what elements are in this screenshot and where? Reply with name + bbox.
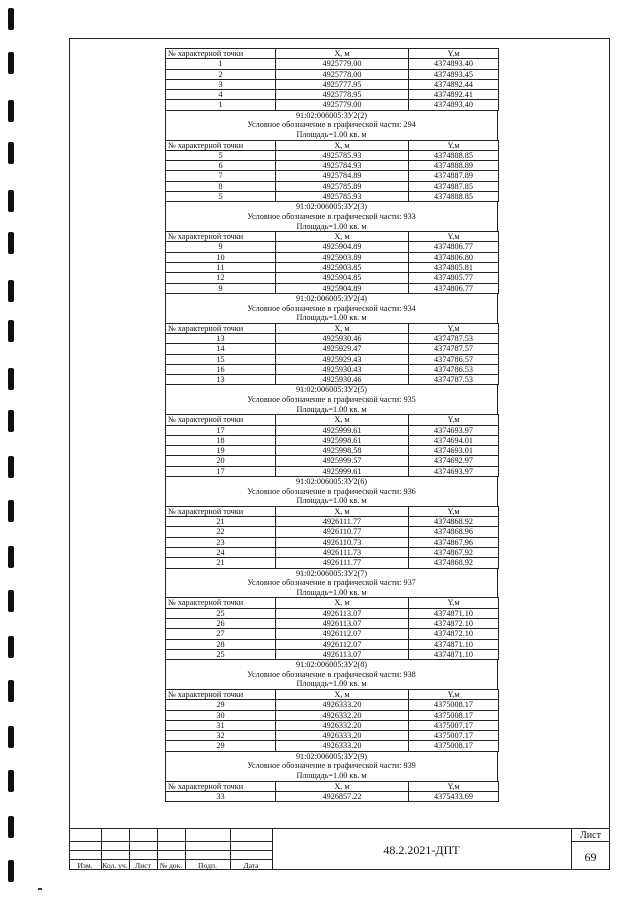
- point-number: 3: [166, 79, 276, 89]
- y-coordinate: 4374806.77: [409, 242, 499, 252]
- header-y: Y,м: [409, 323, 499, 333]
- coordinates-table: [165, 414, 499, 477]
- binding-mark: [8, 142, 14, 164]
- land-plot-section: [165, 385, 498, 477]
- first-coordinates-table: [165, 48, 498, 111]
- table-row: [166, 435, 499, 445]
- plot-cadastral-id: 91:02:006005:ЗУ2(2): [165, 111, 498, 121]
- header-x: X, м: [276, 415, 409, 425]
- land-plot-section: [165, 111, 498, 203]
- header-x: X, м: [276, 781, 409, 791]
- point-number: 33: [166, 791, 276, 801]
- table-row: [166, 425, 499, 435]
- x-coordinate: 4926112.07: [276, 639, 409, 649]
- land-plot-section: [165, 294, 498, 386]
- x-coordinate: 4926113.07: [276, 608, 409, 618]
- y-coordinate: 4374871.10: [409, 608, 499, 618]
- table-row: [166, 242, 499, 252]
- coordinates-table: [165, 48, 499, 111]
- x-coordinate: 4925779.00: [276, 100, 409, 110]
- table-header-row: [166, 323, 499, 333]
- header-y: Y,м: [409, 140, 499, 150]
- point-number: 25: [166, 649, 276, 659]
- table-row: [166, 69, 499, 79]
- header-y: Y,м: [409, 415, 499, 425]
- y-coordinate: 4374692.97: [409, 456, 499, 466]
- table-row: [166, 791, 499, 801]
- y-coordinate: 4375008.17: [409, 710, 499, 720]
- table-row: [166, 618, 499, 628]
- table-row: [166, 171, 499, 181]
- x-coordinate: 4925785.93: [276, 150, 409, 160]
- y-coordinate: 4374893.40: [409, 59, 499, 69]
- y-coordinate: 4374888.89: [409, 161, 499, 171]
- table-header-row: [166, 689, 499, 699]
- y-coordinate: 4374694.01: [409, 435, 499, 445]
- document-code: 48.2.2021-ДПТ: [383, 843, 460, 857]
- header-point: № характерной точки: [166, 689, 276, 699]
- table-row: [166, 700, 499, 710]
- binding-mark: [8, 100, 14, 122]
- table-row: [166, 710, 499, 720]
- land-plot-sections: [165, 111, 498, 802]
- point-number: 5: [166, 192, 276, 202]
- plot-cadastral-id: 91:02:006005:ЗУ2(6): [165, 477, 498, 487]
- table-row: [166, 720, 499, 730]
- point-number: 6: [166, 161, 276, 171]
- table-row: [166, 456, 499, 466]
- y-coordinate: 4374786.57: [409, 354, 499, 364]
- point-number: 7: [166, 171, 276, 181]
- y-coordinate: 4375007.17: [409, 720, 499, 730]
- y-coordinate: 4374805.81: [409, 263, 499, 273]
- point-number: 9: [166, 283, 276, 293]
- table-row: [166, 181, 499, 191]
- plot-area: Площадь=1.00 кв. м: [165, 405, 498, 415]
- point-number: 21: [166, 558, 276, 568]
- point-number: 32: [166, 731, 276, 741]
- coordinates-table: [165, 597, 499, 660]
- x-coordinate: 4925903.89: [276, 252, 409, 262]
- point-number: 15: [166, 354, 276, 364]
- table-row: [166, 731, 499, 741]
- y-coordinate: 4374868.92: [409, 517, 499, 527]
- x-coordinate: 4925999.57: [276, 456, 409, 466]
- x-coordinate: 4926333.20: [276, 741, 409, 751]
- x-coordinate: 4926110.73: [276, 537, 409, 547]
- land-plot-section: [165, 477, 498, 569]
- table-header-row: [166, 506, 499, 516]
- point-number: 31: [166, 720, 276, 730]
- plot-designation: Условное обозначение в графической части: 937: [165, 578, 498, 588]
- binding-mark: [8, 52, 14, 74]
- x-coordinate: 4925930.43: [276, 364, 409, 374]
- binding-mark: [8, 546, 14, 568]
- header-x: X, м: [276, 49, 409, 59]
- stamp-col-doc: № док.: [159, 861, 183, 870]
- table-row: [166, 446, 499, 456]
- x-coordinate: 4926113.07: [276, 618, 409, 628]
- table-row: [166, 333, 499, 343]
- plot-designation: Условное обозначение в графической части: 933: [165, 212, 498, 222]
- plot-designation: Условное обозначение в графической части: 936: [165, 487, 498, 497]
- table-row: [166, 192, 499, 202]
- point-number: 22: [166, 527, 276, 537]
- x-coordinate: 4926113.07: [276, 649, 409, 659]
- binding-mark: [8, 636, 14, 658]
- header-point: № характерной точки: [166, 781, 276, 791]
- plot-designation: Условное обозначение в графической части: 935: [165, 395, 498, 405]
- stamp-col-sign: Подп.: [198, 861, 217, 870]
- coordinates-table: [165, 781, 499, 803]
- x-coordinate: 4925784.89: [276, 171, 409, 181]
- margin-dash: [38, 888, 42, 890]
- point-number: 9: [166, 242, 276, 252]
- point-number: 12: [166, 273, 276, 283]
- binding-mark: [8, 860, 14, 882]
- stamp-col-date: Дата: [243, 861, 259, 870]
- table-row: [166, 79, 499, 89]
- binding-mark: [8, 8, 14, 30]
- x-coordinate: 4925784.93: [276, 161, 409, 171]
- header-x: X, м: [276, 232, 409, 242]
- x-coordinate: 4925778.00: [276, 69, 409, 79]
- y-coordinate: 4374867.92: [409, 548, 499, 558]
- point-number: 23: [166, 537, 276, 547]
- point-number: 25: [166, 608, 276, 618]
- x-coordinate: 4926110.77: [276, 527, 409, 537]
- y-coordinate: 4374787.53: [409, 375, 499, 385]
- land-plot-section: [165, 752, 498, 802]
- header-y: Y,м: [409, 689, 499, 699]
- x-coordinate: 4926333.20: [276, 700, 409, 710]
- point-number: 30: [166, 710, 276, 720]
- plot-area: Площадь=1.00 кв. м: [165, 130, 498, 140]
- y-coordinate: 4374693.01: [409, 446, 499, 456]
- point-number: 16: [166, 364, 276, 374]
- y-coordinate: 4374868.92: [409, 558, 499, 568]
- binding-mark: [8, 680, 14, 702]
- binding-mark: [8, 726, 14, 748]
- x-coordinate: 4925929.43: [276, 354, 409, 364]
- y-coordinate: 4374806.80: [409, 252, 499, 262]
- plot-cadastral-id: 91:02:006005:ЗУ2(7): [165, 569, 498, 579]
- x-coordinate: 4925778.95: [276, 90, 409, 100]
- x-coordinate: 4925929.47: [276, 344, 409, 354]
- x-coordinate: 4926111.73: [276, 548, 409, 558]
- title-block: [69, 828, 610, 870]
- table-row: [166, 161, 499, 171]
- y-coordinate: 4375433.69: [409, 791, 499, 801]
- table-row: [166, 639, 499, 649]
- point-number: 19: [166, 446, 276, 456]
- header-point: № характерной точки: [166, 415, 276, 425]
- x-coordinate: 4926112.07: [276, 629, 409, 639]
- x-coordinate: 4925999.61: [276, 425, 409, 435]
- table-row: [166, 649, 499, 659]
- land-plot-section: [165, 660, 498, 752]
- point-number: 29: [166, 700, 276, 710]
- point-number: 28: [166, 639, 276, 649]
- table-header-row: [166, 598, 499, 608]
- plot-cadastral-id: 91:02:006005:ЗУ2(5): [165, 385, 498, 395]
- binding-mark: [8, 320, 14, 342]
- table-header-row: [166, 49, 499, 59]
- binding-marks: [0, 0, 30, 905]
- plot-cadastral-id: 91:02:006005:ЗУ2(9): [165, 752, 498, 762]
- plot-area: Площадь=1.00 кв. м: [165, 588, 498, 598]
- table-row: [166, 629, 499, 639]
- header-point: № характерной точки: [166, 506, 276, 516]
- binding-mark: [8, 590, 14, 612]
- coordinates-content: [165, 48, 498, 802]
- y-coordinate: 4374872.10: [409, 629, 499, 639]
- stamp-col-change: Изм.: [77, 861, 93, 870]
- y-coordinate: 4374888.85: [409, 192, 499, 202]
- point-number: 20: [166, 456, 276, 466]
- land-plot-section: [165, 569, 498, 661]
- point-number: 14: [166, 344, 276, 354]
- plot-cadastral-id: 91:02:006005:ЗУ2(4): [165, 294, 498, 304]
- table-row: [166, 354, 499, 364]
- y-coordinate: 4374787.57: [409, 344, 499, 354]
- x-coordinate: 4926332.20: [276, 720, 409, 730]
- table-row: [166, 100, 499, 110]
- header-point: № характерной точки: [166, 140, 276, 150]
- header-point: № характерной точки: [166, 598, 276, 608]
- plot-area: Площадь=1.00 кв. м: [165, 222, 498, 232]
- x-coordinate: 4925903.85: [276, 263, 409, 273]
- table-row: [166, 252, 499, 262]
- header-x: X, м: [276, 140, 409, 150]
- x-coordinate: 4925999.61: [276, 466, 409, 476]
- table-header-row: [166, 781, 499, 791]
- y-coordinate: 4374872.10: [409, 618, 499, 628]
- plot-cadastral-id: 91:02:006005:ЗУ2(3): [165, 202, 498, 212]
- header-x: X, м: [276, 506, 409, 516]
- point-number: 27: [166, 629, 276, 639]
- sheet-label: Лист: [580, 830, 601, 841]
- binding-mark: [8, 190, 14, 212]
- table-row: [166, 344, 499, 354]
- plot-area: Площадь=1.00 кв. м: [165, 679, 498, 689]
- table-row: [166, 517, 499, 527]
- x-coordinate: 4925904.89: [276, 283, 409, 293]
- header-y: Y,м: [409, 49, 499, 59]
- x-coordinate: 4925998.61: [276, 435, 409, 445]
- coordinates-table: [165, 323, 499, 386]
- header-y: Y,м: [409, 781, 499, 791]
- table-row: [166, 150, 499, 160]
- table-row: [166, 90, 499, 100]
- table-row: [166, 608, 499, 618]
- stamp-col-count: Кол. уч.: [102, 861, 128, 870]
- header-x: X, м: [276, 598, 409, 608]
- x-coordinate: 4925785.93: [276, 192, 409, 202]
- point-number: 11: [166, 263, 276, 273]
- point-number: 2: [166, 69, 276, 79]
- coordinates-table: [165, 689, 499, 752]
- x-coordinate: 4925785.89: [276, 181, 409, 191]
- table-row: [166, 375, 499, 385]
- y-coordinate: 4374893.40: [409, 100, 499, 110]
- y-coordinate: 4374786.53: [409, 364, 499, 374]
- x-coordinate: 4926857.22: [276, 791, 409, 801]
- point-number: 17: [166, 466, 276, 476]
- coordinates-table: [165, 140, 499, 203]
- point-number: 13: [166, 375, 276, 385]
- x-coordinate: 4925930.46: [276, 333, 409, 343]
- point-number: 8: [166, 181, 276, 191]
- y-coordinate: 4374892.41: [409, 90, 499, 100]
- header-x: X, м: [276, 689, 409, 699]
- x-coordinate: 4926332.20: [276, 710, 409, 720]
- point-number: 1: [166, 100, 276, 110]
- table-header-row: [166, 415, 499, 425]
- y-coordinate: 4375008.17: [409, 700, 499, 710]
- y-coordinate: 4374693.97: [409, 425, 499, 435]
- y-coordinate: 4374871.10: [409, 649, 499, 659]
- point-number: 13: [166, 333, 276, 343]
- binding-mark: [8, 816, 14, 838]
- sheet-number: 69: [584, 850, 597, 864]
- x-coordinate: 4925930.46: [276, 375, 409, 385]
- header-point: № характерной точки: [166, 323, 276, 333]
- table-row: [166, 537, 499, 547]
- table-row: [166, 741, 499, 751]
- point-number: 4: [166, 90, 276, 100]
- point-number: 1: [166, 59, 276, 69]
- y-coordinate: 4374693.97: [409, 466, 499, 476]
- coordinates-table: [165, 231, 499, 294]
- binding-mark: [8, 456, 14, 478]
- table-row: [166, 548, 499, 558]
- table-row: [166, 59, 499, 69]
- land-plot-section: [165, 202, 498, 294]
- point-number: 17: [166, 425, 276, 435]
- binding-mark: [8, 770, 14, 792]
- plot-designation: Условное обозначение в графической части: 934: [165, 304, 498, 314]
- binding-mark: [8, 232, 14, 254]
- x-coordinate: 4926111.77: [276, 558, 409, 568]
- plot-designation: Условное обозначение в графической части: 294: [165, 120, 498, 130]
- y-coordinate: 4375007.17: [409, 731, 499, 741]
- x-coordinate: 4926111.77: [276, 517, 409, 527]
- header-point: № характерной точки: [166, 49, 276, 59]
- y-coordinate: 4374805.77: [409, 273, 499, 283]
- x-coordinate: 4925779.00: [276, 59, 409, 69]
- point-number: 26: [166, 618, 276, 628]
- binding-mark: [8, 500, 14, 522]
- plot-designation: Условное обозначение в графической части: 938: [165, 670, 498, 680]
- point-number: 24: [166, 548, 276, 558]
- y-coordinate: 4374887.89: [409, 171, 499, 181]
- table-header-row: [166, 140, 499, 150]
- point-number: 10: [166, 252, 276, 262]
- stamp-col-sheet: Лист: [135, 861, 151, 870]
- x-coordinate: 4925777.95: [276, 79, 409, 89]
- header-point: № характерной точки: [166, 232, 276, 242]
- y-coordinate: 4374868.96: [409, 527, 499, 537]
- plot-area: Площадь=1.00 кв. м: [165, 496, 498, 506]
- y-coordinate: 4374888.85: [409, 150, 499, 160]
- point-number: 21: [166, 517, 276, 527]
- header-y: Y,м: [409, 232, 499, 242]
- header-y: Y,м: [409, 598, 499, 608]
- plot-area: Площадь=1.00 кв. м: [165, 771, 498, 781]
- binding-mark: [8, 410, 14, 432]
- x-coordinate: 4925998.58: [276, 446, 409, 456]
- x-coordinate: 4925904.89: [276, 242, 409, 252]
- table-row: [166, 466, 499, 476]
- binding-mark: [8, 368, 14, 390]
- x-coordinate: 4926333.20: [276, 731, 409, 741]
- y-coordinate: 4375008.17: [409, 741, 499, 751]
- plot-cadastral-id: 91:02:006005:ЗУ2(8): [165, 660, 498, 670]
- table-row: [166, 273, 499, 283]
- y-coordinate: 4374871.10: [409, 639, 499, 649]
- x-coordinate: 4925904.85: [276, 273, 409, 283]
- point-number: 5: [166, 150, 276, 160]
- binding-mark: [8, 280, 14, 302]
- header-x: X, м: [276, 323, 409, 333]
- table-row: [166, 364, 499, 374]
- y-coordinate: 4374893.45: [409, 69, 499, 79]
- plot-designation: Условное обозначение в графической части: 939: [165, 761, 498, 771]
- header-y: Y,м: [409, 506, 499, 516]
- y-coordinate: 4374867.96: [409, 537, 499, 547]
- point-number: 18: [166, 435, 276, 445]
- y-coordinate: 4374787.53: [409, 333, 499, 343]
- y-coordinate: 4374892.44: [409, 79, 499, 89]
- table-header-row: [166, 232, 499, 242]
- table-row: [166, 558, 499, 568]
- coordinates-table: [165, 506, 499, 569]
- table-row: [166, 283, 499, 293]
- table-row: [166, 263, 499, 273]
- y-coordinate: 4374806.77: [409, 283, 499, 293]
- table-row: [166, 527, 499, 537]
- plot-area: Площадь=1.00 кв. м: [165, 313, 498, 323]
- point-number: 29: [166, 741, 276, 751]
- y-coordinate: 4374887.85: [409, 181, 499, 191]
